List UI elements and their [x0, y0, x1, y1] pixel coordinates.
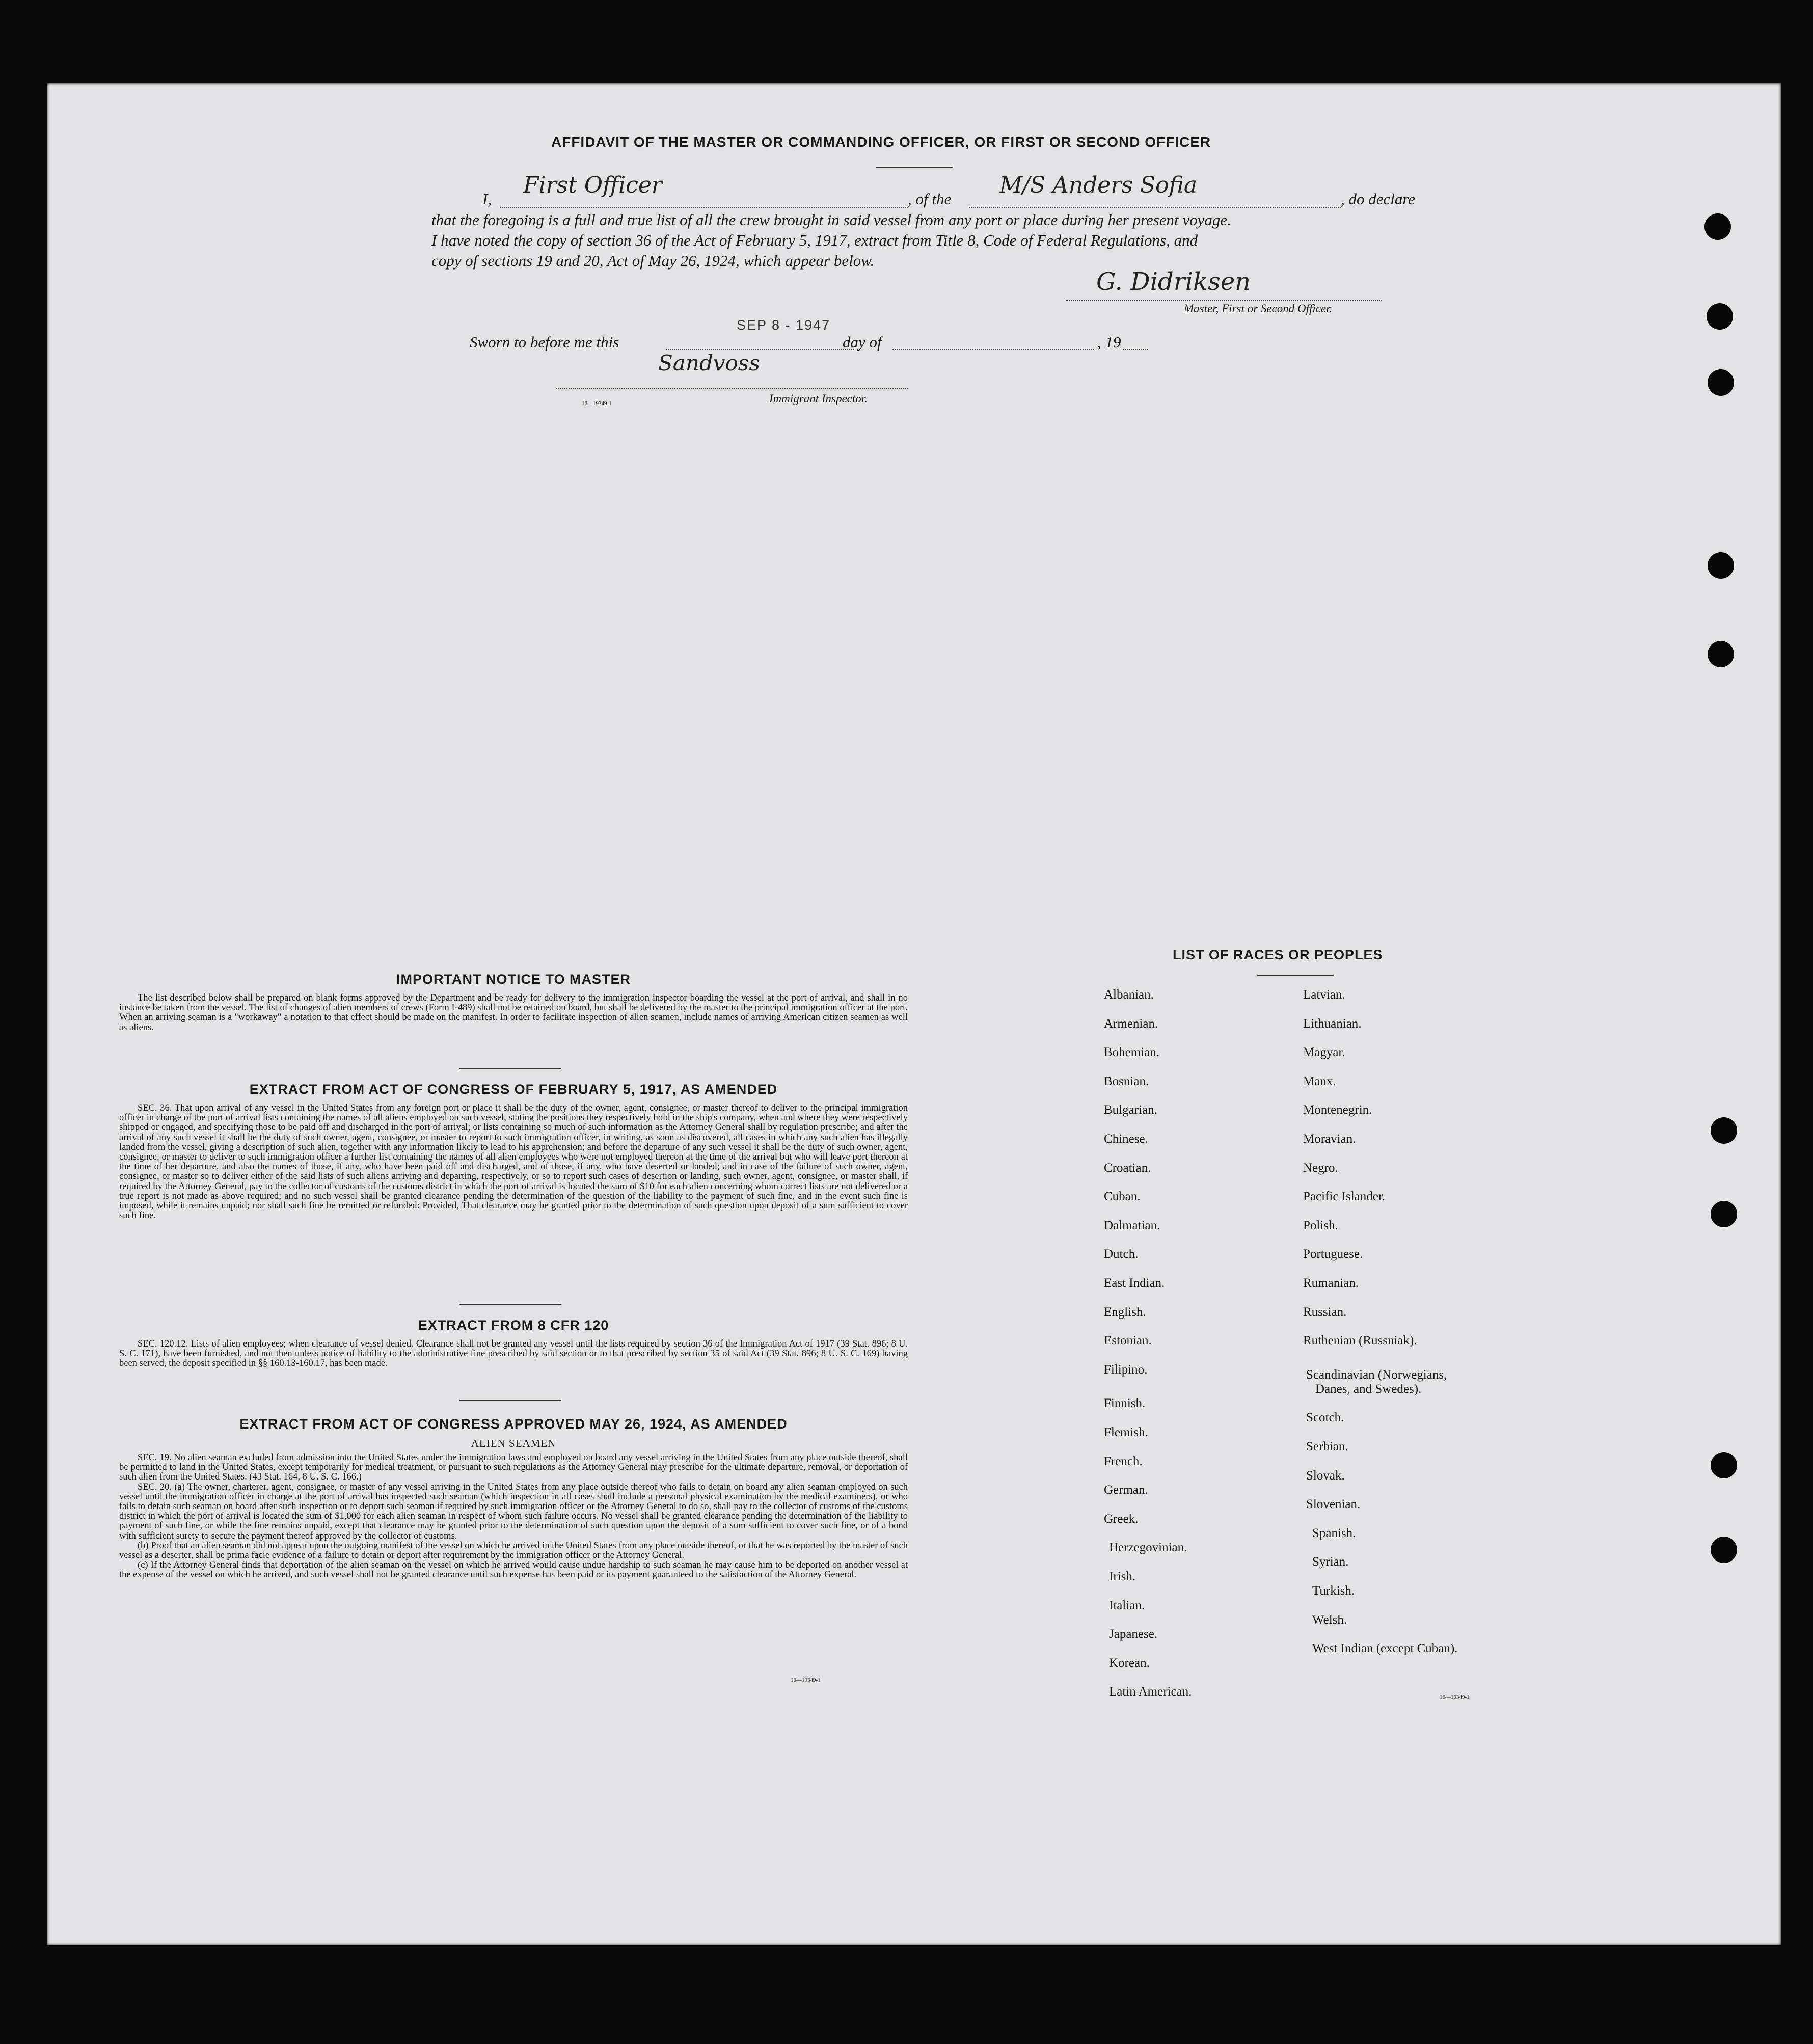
extract-1924-subtitle: ALIEN SEAMEN [471, 1437, 556, 1449]
affidavit-heading: AFFIDAVIT OF THE MASTER OR COMMANDING OFFICER, OR FIRST OR SECOND OFFICER [551, 134, 1211, 150]
race-item: Flemish. [1104, 1426, 1148, 1439]
extract-1924-section [119, 1416, 908, 1580]
extract-1917-text: SEC. 36. That upon arrival of any vessel in the United States from any foreign port or place it shall be the duty of the owner, agent, consignee, or master thereof to deliver to the principal immigration officer in charge of the port of arrival lists containing the names of all aliens employed on such vessel, stating the positions they respectively hold in the ship's company, when and where they were respectively shipped or engaged, and specifying those to be paid off and discharged in the port of arrival; or lists containing so much of such information as the Attorney General shall by regulation prescribe; and after the arrival of any such vessel it shall be the duty of such owner, agent, consignee, or master to report to such immigration officer, in writing, as soon as discovered, all cases in which any such alien has illegally landed from the vessel, giving a description of such alien, together with any information likely to lead to his apprehension; and before the departure of any such vessel it shall be the duty of such owner, agent, consignee, or master to deliver to such immigration officer a further list containing the names of all alien employees who were not employed thereon at the time of the arrival but who will leave port thereon at the time of her departure, and also the names of those, if any, who have been paid off and discharged, and of those, if any, who have deserted or landed; and in case of the failure of such owner, agent, consignee, or master so to deliver either of the said lists of such aliens arriving and departing, respectively, or so to report such cases of desertion or landing, such owner, agent, consignee, or master shall, if required by the Attorney General, pay to the collector of customs of the customs district in which the port of arrival is located the sum of $10 for each alien concerning whom correct lists are not delivered or a true report is not made as above required; and no such vessel shall be granted clearance pending the determination of the question of the liability to the payment of such fine, and in the event such fine is imposed, while it remains unpaid; nor shall such fine be remitted or refunded: Provided, That clearance may be granted prior to the determination of such question upon deposit of a sum sufficient to cover such fine. [119, 1103, 908, 1221]
vessel-line [969, 207, 1341, 208]
race-item: Estonian. [1104, 1334, 1152, 1348]
vessel-handwriting: M/S Anders Sofia [999, 172, 1198, 198]
race-item: Armenian. [1104, 1016, 1158, 1031]
notice-title: IMPORTANT NOTICE TO MASTER [396, 972, 631, 987]
race-item: Bulgarian. [1104, 1103, 1157, 1117]
heading-divider [876, 167, 953, 168]
punch-hole [1708, 641, 1734, 667]
race-item: Serbian. [1306, 1440, 1348, 1454]
race-item: Lithuanian. [1303, 1016, 1362, 1031]
race-item: Albanian. [1104, 988, 1154, 1002]
extract-1924-title: EXTRACT FROM ACT OF CONGRESS APPROVED MAY 26, 1924, AS AMENDED [239, 1416, 788, 1432]
race-item: West Indian (except Cuban). [1312, 1642, 1458, 1656]
section-divider [459, 1304, 561, 1305]
race-item: East Indian. [1104, 1276, 1165, 1290]
punch-hole [1707, 303, 1733, 330]
race-item: Bohemian. [1104, 1045, 1160, 1060]
extract-cfr-section [119, 1317, 908, 1369]
race-item: Manx. [1303, 1074, 1336, 1088]
race-item: Dalmatian. [1104, 1218, 1160, 1232]
year-label: , 19 [1097, 333, 1121, 351]
races-title-divider [1257, 975, 1334, 976]
extract-cfr-text: SEC. 120.12. Lists of alien employees; when clearance of vessel denied. Clearance shall not be granted any vessel until the lists required by section 36 of the Immigration Act of 1917 (39 Stat. 896; 8 U. S. C. 171), have been furnished, and not then unless notice of liability to the administrative fine prescribed by said section or to that prescribed by section 35 of said Act (39 Stat. 896; 8 U. S. C. 169) having been served, the deposit specified in §§ 160.13-160.17, has been made. [119, 1339, 908, 1369]
race-item: Irish. [1109, 1570, 1136, 1583]
race-item: Welsh. [1312, 1612, 1347, 1627]
inspector-signature: Sandvoss [658, 351, 760, 375]
do-declare-label: , do declare [1341, 190, 1416, 208]
punch-hole [1708, 552, 1734, 579]
punch-hole [1711, 1201, 1737, 1227]
officer-caption: Master, First or Second Officer. [1184, 302, 1333, 315]
punch-hole [1711, 1452, 1737, 1478]
extract-1917-title: EXTRACT FROM ACT OF CONGRESS OF FEBRUARY 5, 1917, AS AMENDED [249, 1082, 778, 1097]
race-item: Syrian. [1312, 1555, 1349, 1569]
race-item: Russian. [1303, 1305, 1347, 1319]
punch-hole [1711, 1537, 1737, 1563]
section-divider [459, 1400, 561, 1401]
extract-1924-paragraph: (b) Proof that an alien seaman did not appear upon the outgoing manifest of the vessel on which he arrived in the United States from any place outside thereof, or that he was reported by the master of such vessel as a deserter, shall be prima facie evidence of a failure to detain or deport after requirement by the immigration officer or the Attorney General. [119, 1540, 908, 1561]
races-title: LIST OF RACES OR PEOPLES [1173, 947, 1383, 962]
affidavit-line-2: that the foregoing is a full and true list of all the crew brought in said vessel from any port or place during her present voyage. [431, 211, 1231, 229]
race-item: Herzegovinian. [1109, 1541, 1187, 1555]
punch-hole [1704, 213, 1731, 240]
race-item: Rumanian. [1303, 1276, 1359, 1290]
race-item: Negro. [1303, 1161, 1338, 1175]
of-the-label: , of the [908, 190, 952, 208]
extract-1917-section [119, 1082, 908, 1221]
extract-1924-paragraph: SEC. 19. No alien seaman excluded from admission into the United States under the immigration laws and employed on board any vessel arriving in the United States from any place outside thereof, shall be permitted to land in the United States, except temporarily for medical treatment, or pursuant to such regulations as the Attorney General may prescribe for the ultimate departure, removal, or deportation of such alien from the United States. (43 Stat. 164, 8 U. S. C. 166.) [119, 1453, 908, 1483]
punch-hole [1708, 369, 1734, 396]
notice-section [119, 972, 908, 1033]
race-item: Turkish. [1312, 1584, 1355, 1598]
master-signature: G. Didriksen [1096, 267, 1251, 296]
race-item: Chinese. [1104, 1132, 1148, 1146]
form-number: 16—19349-1 [791, 1677, 821, 1683]
sworn-month-line [892, 349, 1094, 350]
race-item: French. [1104, 1454, 1143, 1468]
inspector-caption: Immigrant Inspector. [769, 392, 868, 405]
race-item: Cuban. [1104, 1190, 1141, 1204]
extract-1924-paragraph: (c) If the Attorney General finds that deportation of the alien seaman on the vessel on which he arrived would cause undue hardship to such seaman he may cause him to be deported on another vessel at the expense of the vessel on which he arrived, and such vessel shall not be granted clearance until such expense has been paid or its payment guaranteed to the satisfaction of the Attorney General. [119, 1560, 908, 1580]
race-item: Korean. [1109, 1656, 1150, 1670]
race-item: Japanese. [1109, 1627, 1158, 1642]
race-item: Dutch. [1104, 1247, 1139, 1261]
punch-hole [1711, 1117, 1737, 1144]
race-item: Slovenian. [1306, 1497, 1361, 1512]
signature-line [1066, 300, 1382, 301]
sworn-year-line [1123, 349, 1148, 350]
document-page [47, 83, 1781, 1945]
inspector-line [556, 388, 908, 389]
race-item: Danes, and Swedes). [1315, 1382, 1422, 1396]
race-item: Latvian. [1303, 988, 1345, 1002]
extract-cfr-title: EXTRACT FROM 8 CFR 120 [418, 1317, 609, 1333]
race-item: Moravian. [1303, 1132, 1356, 1146]
race-item: Ruthenian (Russniak). [1303, 1334, 1417, 1348]
date-stamp: SEP 8 - 1947 [737, 317, 831, 333]
race-item: Italian. [1109, 1598, 1145, 1612]
affidavit-line-3: I have noted the copy of section 36 of the Act of February 5, 1917, extract from Title 8, Code of Federal Regulations, and [431, 231, 1198, 249]
race-item: Slovak. [1306, 1468, 1345, 1483]
affidavit-line-4: copy of sections 19 and 20, Act of May 26, 1924, which appear below. [431, 252, 875, 270]
extract-1924-paragraph: SEC. 20. (a) The owner, charterer, agent, consignee, or master of any vessel arriving in the United States from any place outside thereof who fails to detain on board any alien seaman employed on such vessel until the immigration officer in charge at the port of arrival has inspected such seaman (which inspection in all cases shall include a personal physical examination by the medical examiners), or who fails to detain such seaman on board after such inspection or to deport such seaman if required by such immigration officer or the Attorney General to do so, shall pay to the collector of customs of the customs district in which the port of arrival is located the sum of $1,000 for each alien seaman in respect of whom such failure occurs. No vessel shall be granted clearance pending the determination of the liability to payment of such fine, or while the fine remains unpaid, except that clearance may be granted prior to the determination of such question upon the deposit of a sum sufficient to cover such fine, or of a bond with sufficient surety to secure the payment thereof approved by the collector of customs. [119, 1482, 908, 1541]
form-number: 16—19349-1 [1440, 1694, 1470, 1700]
race-item: Bosnian. [1104, 1074, 1149, 1088]
race-item: Polish. [1303, 1218, 1338, 1232]
notice-text: The list described below shall be prepared on blank forms approved by the Department and be ready for delivery to the immigration inspector boarding the vessel at the port of arrival, and shall in no instance be taken from the vessel. The list of changes of alien members of crews (Form I-489) shall not be retained on board, but shall be delivered by the master to the principal immigration officer at the port. When an arriving seaman is a "workaway" a notation to that effect should be made on the manifest. In order to facilitate inspection of alien seamen, include names of arriving American citizen seamen as well as aliens. [119, 993, 908, 1033]
race-item: Scotch. [1306, 1411, 1344, 1425]
race-item: Spanish. [1312, 1526, 1356, 1540]
race-item: English. [1104, 1305, 1146, 1319]
race-item: Montenegrin. [1303, 1103, 1372, 1117]
sworn-label: Sworn to before me this [470, 333, 619, 351]
i-label: I, [482, 190, 492, 208]
day-of-label: day of [843, 333, 882, 351]
race-item: Portuguese. [1303, 1247, 1363, 1261]
section-divider [459, 1068, 561, 1069]
race-item: Magyar. [1303, 1045, 1345, 1060]
declarant-line [500, 207, 908, 208]
race-item: German. [1104, 1483, 1148, 1497]
race-item: Greek. [1104, 1512, 1139, 1526]
race-item: Finnish. [1104, 1396, 1146, 1411]
form-number: 16—19349-1 [582, 400, 612, 407]
declarant-handwriting: First Officer [523, 172, 662, 198]
race-item: Pacific Islander. [1303, 1190, 1386, 1204]
race-item: Filipino. [1104, 1362, 1148, 1377]
race-item: Croatian. [1104, 1161, 1151, 1175]
race-item: Latin American. [1109, 1685, 1192, 1699]
race-item: Scandinavian (Norwegians, [1306, 1367, 1447, 1382]
sworn-day-line [666, 349, 854, 350]
